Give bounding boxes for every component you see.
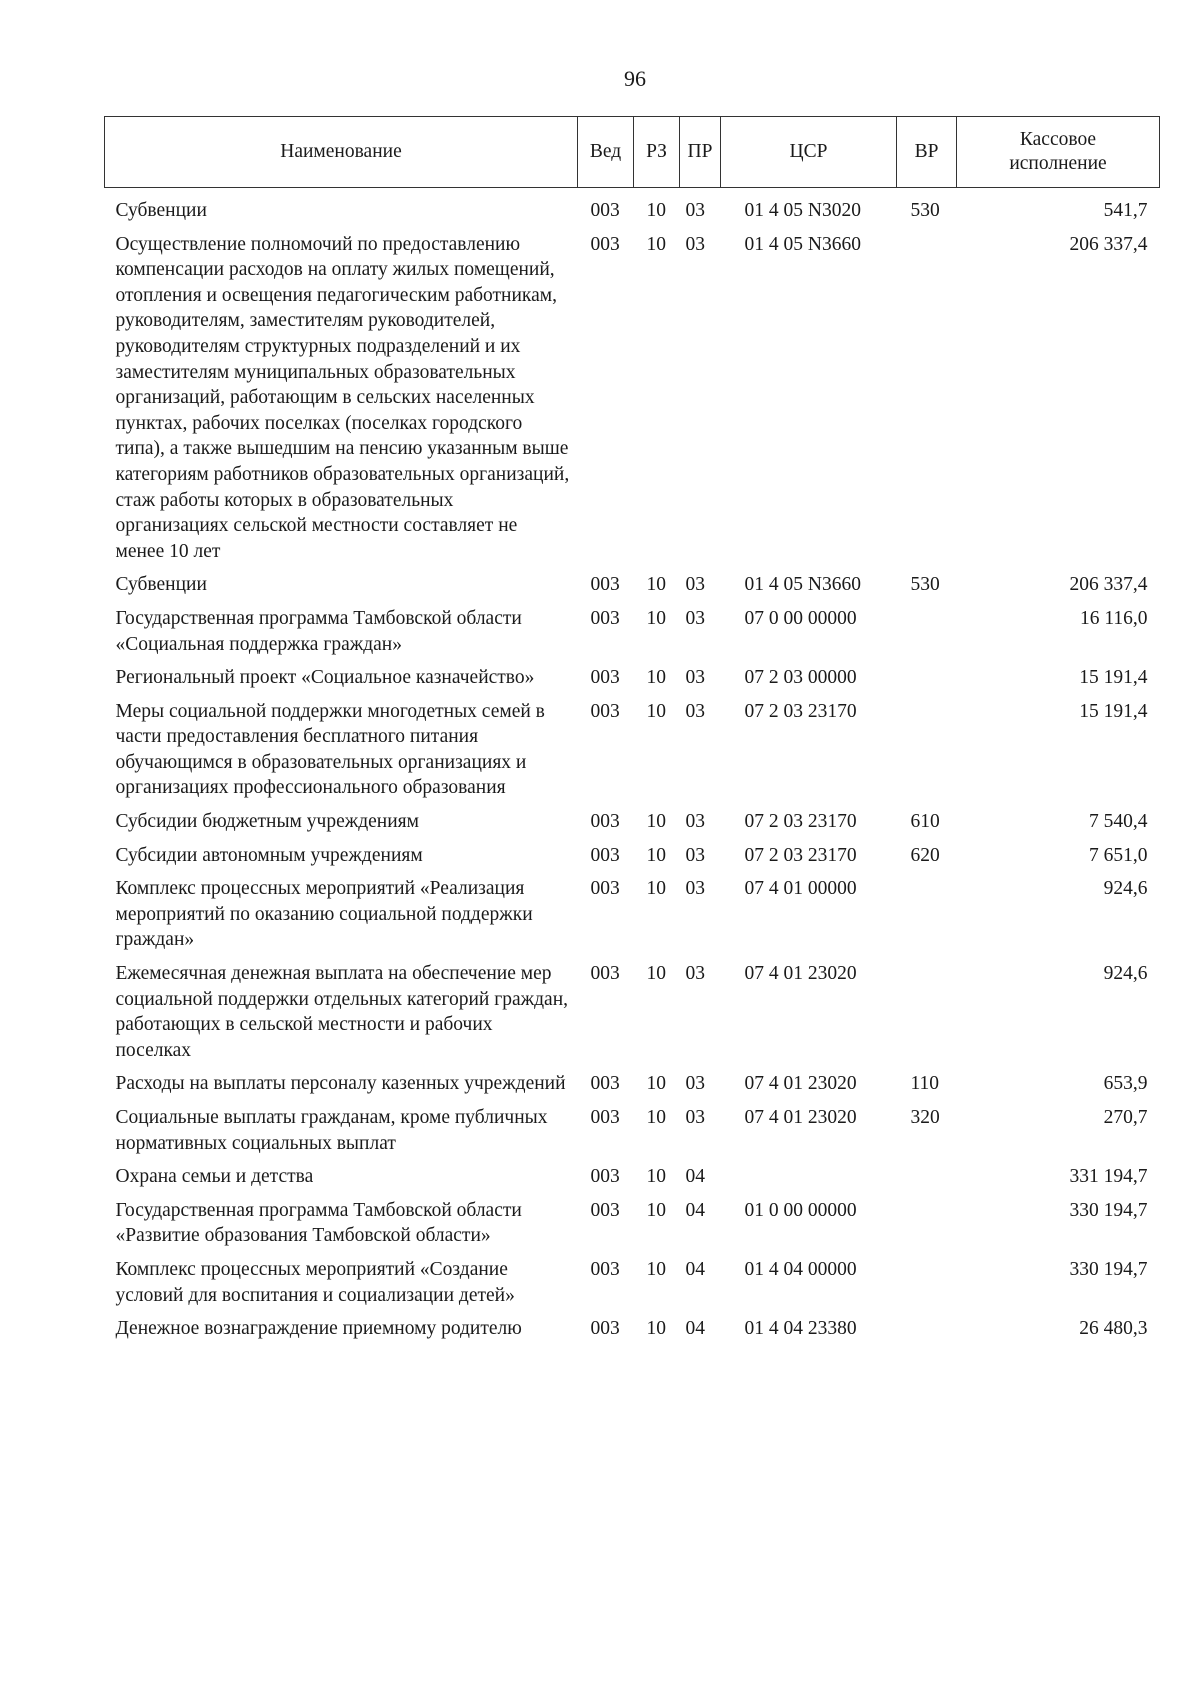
header-sum [957,117,1160,188]
table-row [105,572,1160,606]
cell-sum: 924,6 [1103,878,1148,900]
cell-sum: 653,9 [1103,1073,1148,1095]
cell-vr [897,665,957,699]
header-pr: ПР [680,117,721,188]
cell-vr [897,1316,957,1350]
cell-csr: 01 4 04 23380 [744,1318,857,1340]
cell-ved: 003 [590,1318,620,1340]
cell-rz: 10 [646,1258,666,1280]
cell-sum: 206 337,4 [1069,233,1148,255]
cell-rz: 10 [646,1166,666,1188]
cell-csr: 07 4 01 23020 [744,1073,857,1095]
cell-csr [721,1164,897,1198]
cell-csr: 07 4 01 23020 [744,963,857,985]
cell-ved: 003 [590,1073,620,1095]
cell-sum: 206 337,4 [1069,574,1148,596]
table-row [105,1257,1160,1316]
cell-rz: 10 [646,811,666,833]
cell-vr [897,606,957,665]
cell-csr: 07 4 01 00000 [744,878,857,900]
cell-pr: 03 [685,200,705,221]
cell-vr: 620 [910,844,940,866]
cell-rz: 10 [646,844,666,866]
cell-name: Государственная программа Тамбовской области «Социальная поддержка граждан» [115,607,522,655]
cell-rz: 10 [646,607,666,629]
table-row [105,665,1160,699]
cell-pr: 03 [685,700,705,722]
cell-name: Государственная программа Тамбовской области «Развитие образования Тамбовской области» [115,1199,522,1247]
cell-rz: 10 [646,233,666,255]
cell-sum: 541,7 [1103,200,1148,221]
header-csr: ЦСР [721,117,897,188]
cell-name: Расходы на выплаты персоналу казенных учреждений [115,1073,566,1095]
cell-ved: 003 [590,200,620,221]
cell-name: Региональный проект «Социальное казначейство» [115,667,535,689]
cell-ved: 003 [590,811,620,833]
cell-sum: 15 191,4 [1079,700,1148,722]
cell-vr [897,1164,957,1198]
cell-vr: 530 [910,200,940,221]
header-sum-line1: Кассовое [1019,129,1097,150]
table-row [105,188,1160,232]
cell-name: Субсидии бюджетным учреждениям [115,811,419,833]
cell-rz: 10 [646,1073,666,1095]
cell-pr: 03 [685,878,705,900]
cell-csr: 01 4 05 N3020 [744,200,861,221]
cell-rz: 10 [646,1107,666,1128]
cell-ved: 003 [590,878,620,900]
cell-name: Ежемесячная денежная выплата на обеспечение мер социальной поддержки отдельных категорий граждан, работающих в сельской местности и рабочих поселках [115,963,568,1061]
table-row [105,961,1160,1071]
page-number: 96 [624,66,646,91]
cell-pr: 03 [685,1107,705,1128]
cell-vr: 610 [910,811,940,833]
cell-name: Социальные выплаты гражданам, кроме публичных нормативных социальных выплат [115,1107,548,1154]
cell-ved: 003 [590,700,620,722]
cell-ved: 003 [590,1166,620,1188]
cell-pr: 03 [685,667,705,689]
cell-vr [897,1198,957,1257]
cell-sum: 7 540,4 [1089,811,1148,833]
cell-csr: 01 0 00 00000 [744,1199,857,1221]
cell-rz: 10 [646,878,666,900]
cell-pr: 03 [685,233,705,255]
cell-name: Осуществление полномочий по предоставлению компенсации расходов на оплату жилых помещений, отопления и освещения педагогическим работникам, руководителям, заместителям руководителей, руководителям структурных подразделений и их заместителям муниципальных образовательных организаций, работающим в сельских населенных пунктах, рабочих поселках (поселках городского типа), а также вышедшим на пенсию указанным выше категориям работников образовательных организаций, стаж работы которых в образовательных организациях сельской местности составляет не менее 10 лет [115,233,570,562]
cell-ved: 003 [590,1199,620,1221]
header-sum-line2: исполнение [1009,153,1107,174]
cell-sum: 270,7 [1103,1107,1148,1128]
table-body [105,188,1160,1350]
cell-pr: 04 [685,1318,705,1340]
cell-rz: 10 [646,574,666,596]
cell-pr: 04 [685,1199,705,1221]
cell-ved: 003 [590,233,620,255]
cell-name: Денежное вознаграждение приемному родителю [115,1318,522,1340]
cell-vr: 110 [910,1073,940,1095]
cell-vr [897,876,957,961]
header-vr: ВР [897,117,957,188]
cell-rz: 10 [646,667,666,689]
cell-csr: 01 4 04 00000 [744,1258,857,1280]
cell-ved: 003 [590,1258,620,1280]
header-ved: Вед [578,117,634,188]
table-row [105,809,1160,843]
cell-sum: 26 480,3 [1079,1318,1148,1340]
cell-rz: 10 [646,963,666,985]
cell-csr: 07 2 03 23170 [744,844,857,866]
cell-sum: 7 651,0 [1089,844,1148,866]
cell-vr: 530 [910,574,940,596]
cell-vr [897,1257,957,1316]
cell-vr [897,961,957,1071]
cell-name: Субвенции [115,574,207,596]
cell-csr: 07 4 01 23020 [744,1107,857,1128]
cell-sum: 330 194,7 [1069,1258,1148,1280]
table-row [105,1316,1160,1350]
cell-csr: 07 2 03 23170 [744,700,857,722]
cell-name: Комплекс процессных мероприятий «Создание условий для воспитания и социализации детей» [115,1258,515,1306]
cell-csr: 07 2 03 00000 [744,667,857,689]
cell-ved: 003 [590,1107,620,1128]
cell-vr [897,699,957,809]
table-row [105,1164,1160,1198]
cell-ved: 003 [590,667,620,689]
cell-name: Охрана семьи и детства [115,1166,314,1188]
cell-csr: 01 4 05 N3660 [744,233,861,255]
table-row [105,876,1160,961]
header-rz: РЗ [634,117,680,188]
cell-pr: 03 [685,574,705,596]
cell-sum: 330 194,7 [1069,1199,1148,1221]
table-row [105,843,1160,877]
cell-ved: 003 [590,963,620,985]
cell-name: Субсидии автономным учреждениям [115,844,423,866]
cell-csr: 01 4 05 N3660 [744,574,861,596]
cell-ved: 003 [590,607,620,629]
header-name: Наименование [105,117,578,188]
table-row [105,1071,1160,1105]
cell-pr: 03 [685,607,705,629]
cell-sum: 924,6 [1103,963,1148,985]
table-row [105,1105,1160,1164]
cell-name: Комплекс процессных мероприятий «Реализация мероприятий по оказанию социальной поддержки граждан» [115,878,533,951]
cell-vr [897,232,957,573]
cell-pr: 04 [685,1166,705,1188]
cell-rz: 10 [646,700,666,722]
cell-pr: 03 [685,1073,705,1095]
cell-sum: 331 194,7 [1069,1166,1148,1188]
cell-csr: 07 0 00 00000 [744,607,857,629]
table-row [105,1198,1160,1257]
cell-pr: 03 [685,844,705,866]
cell-pr: 03 [685,963,705,985]
cell-ved: 003 [590,574,620,596]
cell-pr: 04 [685,1258,705,1280]
cell-ved: 003 [590,844,620,866]
cell-sum: 15 191,4 [1079,667,1148,689]
cell-rz: 10 [646,200,666,221]
budget-table [104,116,1160,1350]
cell-rz: 10 [646,1318,666,1340]
cell-rz: 10 [646,1199,666,1221]
table-row [105,232,1160,573]
table-header-row [105,117,1160,188]
cell-sum: 16 116,0 [1079,607,1148,629]
cell-name: Субвенции [115,200,207,221]
cell-name: Меры социальной поддержки многодетных семей в части предоставления бесплатного питания обучающимся в образовательных организациях и организациях профессионального образования [115,700,545,799]
table-row [105,699,1160,809]
table-row [105,606,1160,665]
cell-vr: 320 [910,1107,940,1128]
cell-csr: 07 2 03 23170 [744,811,857,833]
cell-pr: 03 [685,811,705,833]
